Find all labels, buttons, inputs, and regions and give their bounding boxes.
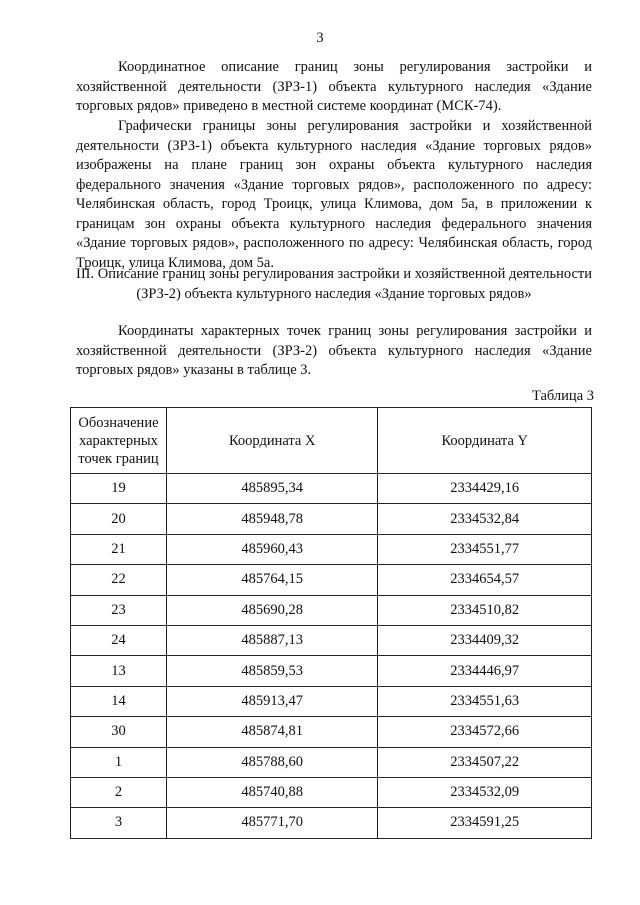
cell-y: 2334532,84 [378, 504, 592, 534]
table-row [71, 656, 592, 686]
cell-point: 22 [71, 565, 167, 595]
header-point-label: Обозначение характерных точек границ [71, 408, 167, 474]
table-row [71, 504, 592, 534]
cell-point: 3 [71, 808, 167, 838]
table-row [71, 808, 592, 838]
paragraph-graphic-boundaries: Графически границы зоны регулирования застройки и хозяйственной деятельности (ЗРЗ-1) объекта культурного наследия «Здание торговых рядов» изображены на плане границ зон охраны объекта культурного наследия федерального значения «Здание торговых рядов», расположенного по адресу: Челябинская область, город Троицк, улица Климова, дом 5а, в приложении к границам зон охраны объекта культурного наследия федерального значения «Здание торговых рядов», расположенного по адресу: Челябинская область, город Троицк, улица Климова, дом 5а. [76, 118, 592, 271]
cell-point: 24 [71, 625, 167, 655]
table-row [71, 474, 592, 504]
table-row [71, 686, 592, 716]
cell-y: 2334551,77 [378, 534, 592, 564]
header-coordinate-y: Координата Y [378, 408, 592, 474]
paragraph-coordinate-description: Координатное описание границ зоны регулирования застройки и хозяйственной деятельности (ЗРЗ-1) объекта культурного наследия «Здание торговых рядов» приведено в местной системе координат (МСК-74). [76, 59, 592, 114]
cell-x: 485788,60 [166, 747, 378, 777]
cell-x: 485960,43 [166, 534, 378, 564]
cell-point: 1 [71, 747, 167, 777]
cell-x: 485895,34 [166, 474, 378, 504]
cell-y: 2334654,57 [378, 565, 592, 595]
cell-x: 485887,13 [166, 625, 378, 655]
table-row [71, 565, 592, 595]
page-number: 3 [316, 30, 324, 46]
cell-x: 485948,78 [166, 504, 378, 534]
cell-y: 2334409,32 [378, 625, 592, 655]
cell-y: 2334446,97 [378, 656, 592, 686]
section-heading: III. Описание границ зоны регулирования застройки и хозяйственной деятельности (ЗРЗ-2) объекта культурного наследия «Здание торговых рядов» [76, 266, 592, 302]
cell-point: 23 [71, 595, 167, 625]
cell-y: 2334591,25 [378, 808, 592, 838]
table-header-row [71, 408, 592, 474]
table-label: Таблица 3 [531, 388, 594, 404]
cell-y: 2334551,63 [378, 686, 592, 716]
cell-point: 13 [71, 656, 167, 686]
cell-y: 2334510,82 [378, 595, 592, 625]
cell-x: 485764,15 [166, 565, 378, 595]
cell-y: 2334429,16 [378, 474, 592, 504]
cell-y: 2334572,66 [378, 717, 592, 747]
cell-x: 485859,53 [166, 656, 378, 686]
cell-point: 19 [71, 474, 167, 504]
table-row [71, 747, 592, 777]
cell-y: 2334532,09 [378, 777, 592, 807]
cell-point: 30 [71, 717, 167, 747]
table-row [71, 717, 592, 747]
cell-point: 20 [71, 504, 167, 534]
cell-y: 2334507,22 [378, 747, 592, 777]
coordinates-table [70, 407, 592, 839]
header-coordinate-x: Координата X [166, 408, 378, 474]
paragraph-table-reference: Координаты характерных точек границ зоны регулирования застройки и хозяйственной деятельности (ЗРЗ-2) объекта культурного наследия «Здание торговых рядов» указаны в таблице 3. [76, 323, 592, 378]
cell-x: 485771,70 [166, 808, 378, 838]
table-row [71, 777, 592, 807]
cell-x: 485913,47 [166, 686, 378, 716]
cell-x: 485740,88 [166, 777, 378, 807]
table-row [71, 534, 592, 564]
cell-point: 2 [71, 777, 167, 807]
cell-point: 21 [71, 534, 167, 564]
table-row [71, 595, 592, 625]
table-row [71, 625, 592, 655]
cell-x: 485874,81 [166, 717, 378, 747]
cell-x: 485690,28 [166, 595, 378, 625]
cell-point: 14 [71, 686, 167, 716]
